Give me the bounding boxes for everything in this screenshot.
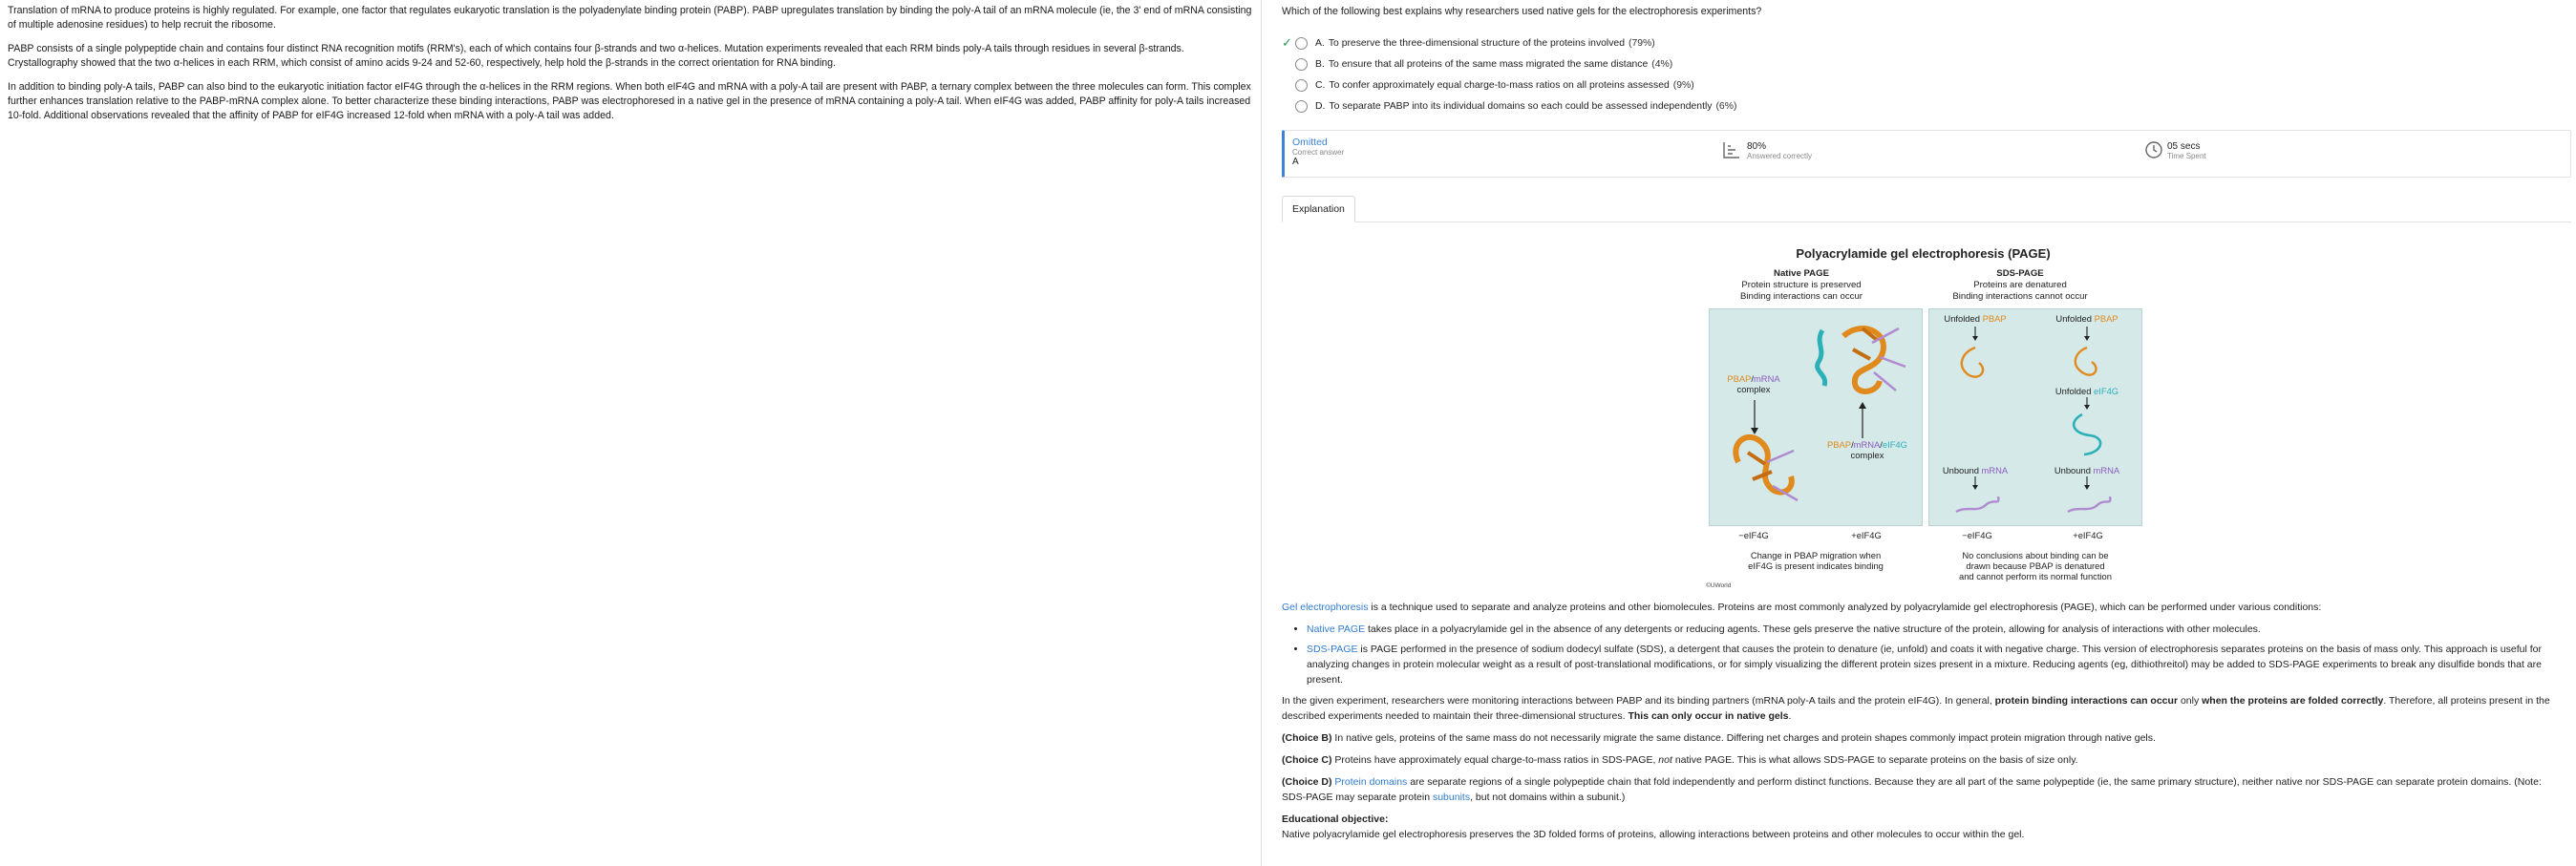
choice-d-explanation: (Choice D) Protein domains are separate regions of a single polypeptide chain that fold independently and perform distinct functions. Because they are all part of the same polypeptide (ie, the same primary structure), neither native nor SDS-PAGE can separate protein domains. (Note: SDS-PAGE may separate protein subunits, but not domains within a subunit.) bbox=[1282, 776, 2542, 803]
explanation-paragraph: In the given experiment, researchers were monitoring interactions between PABP and its binding partners (mRNA poly-A tails and the protein eIF4G). In general, protein binding interactions can occur only when the proteins are folded correctly. Therefore, all proteins present in the described experiments needed to maintain their three-dimensional structures. This can only occur in native gels. bbox=[1282, 695, 2550, 722]
tab-bar bbox=[1282, 196, 2571, 222]
gel-electrophoresis-link[interactable]: Gel electrophoresis bbox=[1282, 602, 1369, 613]
choice-percent: (79%) bbox=[1628, 37, 1655, 49]
sds-conclusion: No conclusions about binding can be drawn because PBAP is denatured and cannot perform its normal function bbox=[1959, 550, 2112, 581]
choice-letter: B. bbox=[1315, 58, 1325, 70]
unfolded-pbap-squiggle bbox=[2076, 348, 2097, 375]
list-item: • SDS-PAGE is PAGE performed in the presence of sodium dodecyl sulfate (SDS), a detergent that causes the protein to denature (ie, unfold) and coats it with negative charge. This version of electrophoresis separates proteins on the basis of mass only. This approach is useful for analyzing changes in protein molecular weight as a result of post-translational modifications, or for simply visualizing the different protein sizes present in a mixture. Reducing agents (eg, dithiothreitol) may be added to SDS-PAGE experiments to break any disulfide bonds that are present. bbox=[1307, 642, 2566, 687]
choice-letter: D. bbox=[1315, 100, 1326, 112]
question-text: Which of the following best explains why researchers used native gels for the electrophoresis experiments? bbox=[1282, 6, 1762, 17]
percent-label: Answered correctly bbox=[1747, 152, 1813, 160]
explanation-intro: Gel electrophoresis is a technique used to separate and analyze proteins and other biomolecules. Proteins are most commonly analyzed by polyacrylamide gel electrophoresis (PAGE), which can be performed under various conditions: bbox=[1282, 602, 2322, 613]
radio-button[interactable] bbox=[1295, 79, 1308, 92]
lane-label: +eIF4G bbox=[1851, 530, 1882, 540]
passage-paragraph-1: Translation of mRNA to produce proteins is highly regulated. For example, one factor that regulates eukaryotic translation is the polyadenylate binding protein (PABP). PABP upregulates translation by binding the poly-A tail of an mRNA molecule (ie, the 3' end of mRNA consisting of multiple adenosine residues) to help recruit the ribosome. bbox=[8, 5, 1252, 31]
passage-paragraph-3: In addition to binding poly-A tails, PABP can also bind to the eukaryotic initiation factor eIF4G through the α-helices in the RRM regions. When both eIF4G and mRNA with a poly-A tail are present with PABP, a ternary complex between the three molecules can form. This complex further enhances translation relative to the PABP-mRNA complex alone. To better characterize these binding interactions, PABP was electrophoresed in a native gel in the presence of mRNA containing a poly-A tail. When eIF4G was added, PABP affinity for poly-A tails increased 10-fold. Additional observations revealed that the affinity of PABP for eIF4G increased 12-fold when mRNA with a poly-A tail was added. bbox=[8, 81, 1251, 121]
choice-percent: (9%) bbox=[1672, 79, 1694, 91]
choice-percent: (4%) bbox=[1651, 58, 1673, 70]
unbound-mrna-strand bbox=[2068, 496, 2110, 512]
educational-objective-heading: Educational objective: bbox=[1282, 813, 1389, 825]
correct-answer-label: Correct answer bbox=[1292, 148, 1345, 157]
pbap-mrna-complex-protein bbox=[1735, 437, 1798, 500]
correct-answer-value: A bbox=[1292, 157, 1299, 167]
radio-button[interactable] bbox=[1295, 58, 1308, 71]
choice-text: To confer approximately equal charge-to-mass ratios on all proteins assessed bbox=[1329, 79, 1670, 91]
educational-objective-text: Native polyacrylamide gel electrophoresis preserves the 3D folded forms of proteins, allowing interactions between proteins and other molecules to occur within the gel. bbox=[1282, 829, 2025, 840]
sds-header: SDS-PAGE Proteins are denatured Binding interactions cannot occur bbox=[1952, 268, 2088, 302]
choice-letter: C. bbox=[1315, 79, 1326, 91]
clock-icon bbox=[2144, 140, 2163, 159]
status-label: Omitted bbox=[1292, 137, 1328, 148]
native-gel-panel bbox=[1709, 308, 1923, 526]
choice-letter: A. bbox=[1315, 37, 1325, 49]
choice-text: To ensure that all proteins of the same mass migrated the same distance bbox=[1328, 58, 1649, 70]
ternary-complex-protein bbox=[1818, 328, 1905, 391]
choice-c-explanation: (Choice C) Proteins have approximately equal charge-to-mass ratios in SDS-PAGE, not native PAGE. This is what allows SDS-PAGE to separate proteins on the basis of size only. bbox=[1282, 754, 2078, 766]
list-item: • Native PAGE takes place in a polyacrylamide gel in the absence of any detergents or reducing agents. These gels preserve the native structure of the protein, allowing for analysis of interactions with other molecules. bbox=[1307, 622, 2566, 637]
native-page-link[interactable]: Native PAGE bbox=[1307, 623, 1366, 635]
choice-text: To separate PABP into its individual domains so each could be assessed independently bbox=[1329, 100, 1713, 112]
unfolded-pbap-label: Unfolded PBAP bbox=[2055, 313, 2118, 324]
checkmark-icon: ✓ bbox=[1282, 35, 1292, 50]
unbound-mrna-strand bbox=[1956, 496, 1998, 512]
unfolded-eif4g-squiggle bbox=[2074, 414, 2100, 454]
choice-c[interactable] bbox=[1282, 74, 1736, 95]
native-gel-drawing bbox=[1710, 309, 1924, 527]
radio-button[interactable] bbox=[1295, 100, 1308, 113]
figure-title: Polyacrylamide gel electrophoresis (PAGE) bbox=[1796, 246, 2051, 261]
choice-a[interactable] bbox=[1282, 32, 1736, 53]
time-spent-stat bbox=[2167, 141, 2206, 160]
ternary-complex-label: PBAP/mRNA/eIF4G complex bbox=[1827, 439, 1907, 460]
omitted-stat bbox=[1292, 137, 1344, 167]
percent-value: 80% bbox=[1747, 141, 1767, 152]
lane-label: −eIF4G bbox=[1962, 530, 1992, 540]
tab-explanation[interactable]: Explanation bbox=[1282, 196, 1355, 222]
question-pane bbox=[1276, 0, 2570, 866]
page-list bbox=[1307, 622, 2566, 687]
sds-gel-panel bbox=[1928, 308, 2142, 526]
native-header: Native PAGE Protein structure is preserved Binding interactions can occur bbox=[1740, 268, 1863, 302]
copyright-text: ©UWorld bbox=[1706, 582, 1732, 589]
pbap-mrna-complex-label: PBAP/mRNA complex bbox=[1727, 373, 1780, 394]
protein-domains-link[interactable]: Protein domains bbox=[1334, 776, 1408, 788]
unfolded-pbap-squiggle bbox=[1962, 348, 1983, 377]
choice-text: To preserve the three-dimensional structure of the proteins involved bbox=[1328, 37, 1625, 49]
sds-page-link[interactable]: SDS-PAGE bbox=[1307, 644, 1358, 655]
unfolded-eif4g-label: Unfolded eIF4G bbox=[2054, 386, 2119, 396]
time-label: Time Spent bbox=[2167, 152, 2206, 160]
unfolded-pbap-label: Unfolded PBAP bbox=[1944, 313, 2007, 324]
choice-b[interactable] bbox=[1282, 53, 1736, 74]
unbound-mrna-label: Unbound mRNA bbox=[2054, 465, 2120, 475]
bar-chart-icon bbox=[1722, 140, 1741, 159]
lane-label: −eIF4G bbox=[1738, 530, 1769, 540]
unbound-mrna-label: Unbound mRNA bbox=[1942, 465, 2009, 475]
sds-gel-drawing bbox=[1929, 309, 2143, 527]
choice-d[interactable] bbox=[1282, 95, 1736, 116]
choice-b-explanation: (Choice B) In native gels, proteins of the same mass do not necessarily migrate the same distance. Differing net charges and protein shapes commonly impact protein migration through native gels. bbox=[1282, 732, 2156, 744]
pane-divider[interactable] bbox=[1261, 0, 1262, 866]
radio-button[interactable] bbox=[1295, 37, 1308, 50]
passage-pane bbox=[0, 0, 1261, 866]
passage-paragraph-2: PABP consists of a single polypeptide chain and contains four distinct RNA recognition motifs (RRM's), each of which contains four β-strands and two α-helices. Mutation experiments revealed that each RRM binds poly-A tails through residues in several β-strands. Crystallography showed that the two α-helices in each RRM, which consist of amino acids 9-24 and 52-60, respectively, help hold the β-strands in the correct orientation for RNA binding. bbox=[8, 43, 1184, 69]
page-figure bbox=[1276, 239, 2570, 592]
answer-choices bbox=[1282, 32, 1736, 116]
answer-stats-box bbox=[1282, 130, 2571, 178]
percent-correct-stat bbox=[1747, 141, 1812, 160]
choice-percent: (6%) bbox=[1715, 100, 1737, 112]
subunits-link[interactable]: subunits bbox=[1432, 792, 1471, 803]
lane-label: +eIF4G bbox=[2073, 530, 2103, 540]
explanation-body bbox=[1282, 600, 2566, 842]
time-value: 05 secs bbox=[2167, 141, 2201, 152]
native-conclusion: Change in PBAP migration when eIF4G is present indicates binding bbox=[1748, 550, 1884, 571]
